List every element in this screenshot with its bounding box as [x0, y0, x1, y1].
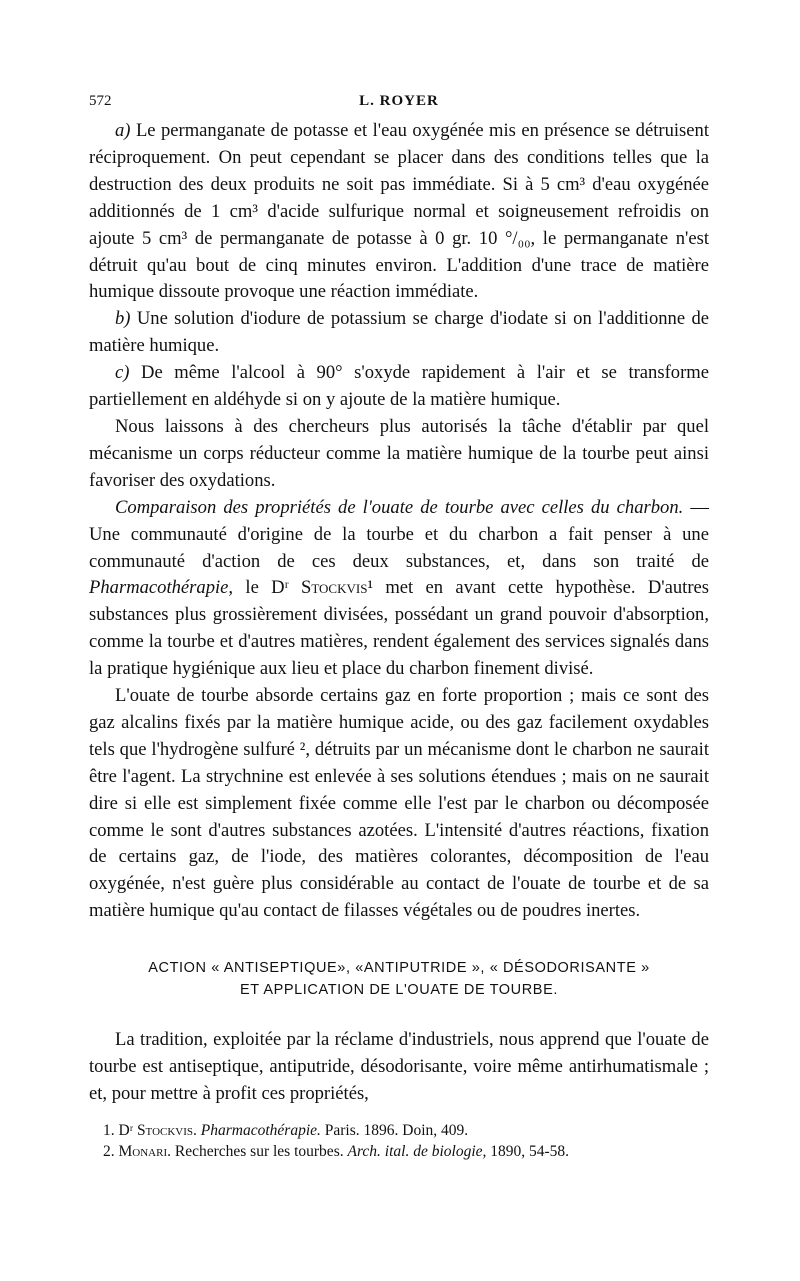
author-name: Stockvis — [300, 577, 368, 599]
item-label-c: c) — [115, 362, 130, 384]
comparison-text-3: ¹ met en avant cette hypothèse. D'autres substances plus grossièrement divisées, possédant un grand pouvoir d'absorption, comme la tourbe et d'autres matières, rendent également des services signalés dans la pratique hygiénique aux lieu et place du charbon finement divisé. — [89, 577, 709, 680]
footnote-1 — [89, 1120, 709, 1141]
footnote-2-author: Monari. — [118, 1142, 171, 1160]
footnote-2 — [89, 1141, 709, 1162]
paragraph-a-text: Le permanganate de potasse et l'eau oxygénée mis en présence se détruisent réciproquement. On peut cependant se placer dans des conditions telles que la destruction des deux produits ne soit pas immédiate. Si à 5 cm³ d'eau oxygénée additionnés de 1 cm³ d'acide sulfurique normal et soigneusement refroidis on ajoute 5 cm³ de permanganate de potasse à 0 gr. 10 °/₀₀, le permanganate n'est détruit qu'au bout de cinq minutes environ. L'addition d'une trace de matière humique dissoute provoque une réaction immédiate. — [89, 120, 709, 303]
comparison-text-2: le Dʳ — [245, 577, 289, 599]
section-heading-line-1: ACTION « ANTISEPTIQUE», «ANTIPUTRIDE », « DÉSODORISANTE » — [148, 960, 650, 977]
paragraph-hypothesis: Nous laissons à des chercheurs plus autorisés la tâche d'établir par quel mécanisme un corps réducteur comme la matière humique de la tourbe peut ainsi favoriser des oxydations. — [89, 415, 709, 491]
paragraph-tradition: La tradition, exploitée par la réclame d'industriels, nous apprend que l'ouate de tourbe est antiseptique, antiputride, désodorisante, voire même antirhumatismale ; et, pour mettre à profit ces propriétés, — [89, 1029, 709, 1104]
book-title: Pharmacothérapie, — [89, 577, 234, 599]
section-heading — [89, 957, 709, 1001]
footnote-2-journal: Arch. ital. de biologie, — [347, 1142, 487, 1160]
paragraph-a — [89, 118, 709, 306]
paragraph-b — [89, 306, 709, 360]
paragraph-absorption: L'ouate de tourbe absorde certains gaz en forte proportion ; mais ce sont des gaz alcalins fixés par la matière humique acide, ou des gaz facilement oxydables tels que l'hydrogène sulfuré ², détruits par un mécanisme dont le charbon ne saurait être l'agent. La strychnine est enlevée à ses solutions étendues ; mais on ne saurait dire si elle est simplement fixée comme elle l'est par le charbon ou décomposée comme le sont d'autres substances azotées. L'intensité d'autres réactions, fixation de certains gaz, de l'iode, des matières colorantes, décomposition de l'eau oxygénée, n'est guère plus considérable au contact de l'ouate de tourbe et de sa matière humique qu'au contact de filasses végétales ou de poudres inertes. — [89, 685, 709, 922]
footnote-1-author: Stockvis. — [136, 1121, 197, 1139]
footnotes — [89, 1120, 709, 1162]
running-header — [89, 84, 709, 118]
running-title: L. ROYER — [359, 93, 439, 109]
footnote-1-text: Paris. 1896. Doin, 409. — [324, 1121, 469, 1139]
paragraph-comparison — [89, 495, 709, 683]
paragraph-b-text: Une solution d'iodure de potassium se charge d'iodate si on l'additionne de matière humique. — [89, 308, 709, 357]
paragraph-c — [89, 360, 709, 414]
item-label-b: b) — [115, 308, 131, 330]
item-label-a: a) — [115, 120, 131, 141]
footnote-2-text: Recherches sur les tourbes. — [174, 1142, 344, 1160]
page-number: 572 — [89, 93, 112, 109]
comparison-text-1: — Une communauté d'origine de la tourbe et du charbon a fait penser à une communauté d'action de ces deux substances, et, dans son traité de — [89, 496, 709, 572]
section-run-in-title: Comparaison des propriétés de l'ouate de tourbe avec celles du charbon. — [115, 496, 684, 518]
footnote-2-pages: 1890, 54-58. — [490, 1142, 570, 1160]
footnote-2-marker: 2. — [103, 1142, 115, 1160]
section-heading-line-2: ET APPLICATION DE L'OUATE DE TOURBE. — [240, 982, 558, 999]
footnote-1-marker: 1. Dʳ — [103, 1121, 134, 1139]
paragraph-c-text: De même l'alcool à 90° s'oxyde rapidement à l'air et se transforme partiellement en aldéhyde si on y ajoute de la matière humique. — [89, 362, 709, 411]
footnote-1-title: Pharmacothérapie. — [200, 1121, 321, 1139]
book-page — [89, 84, 709, 1162]
